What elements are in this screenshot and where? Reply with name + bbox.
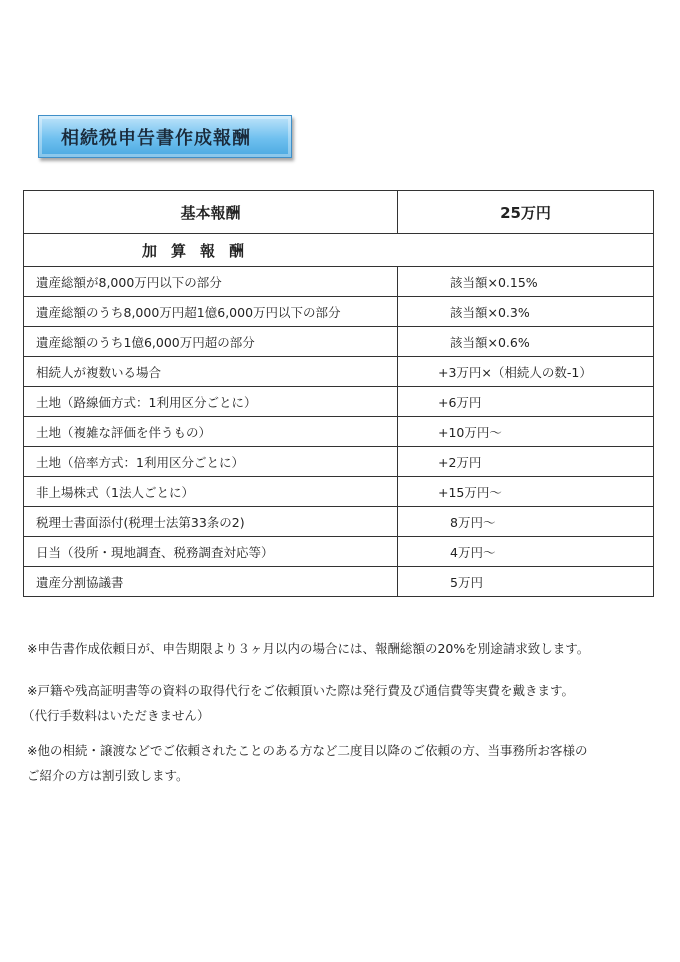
table-row bbox=[24, 267, 654, 297]
table-row bbox=[24, 357, 654, 387]
note-discount-cont: ご紹介の方は割引致します。 bbox=[27, 768, 189, 783]
basic-fee-value: 25万円 bbox=[398, 191, 654, 234]
basic-fee-label: 基本報酬 bbox=[24, 191, 398, 234]
addition-header-row bbox=[24, 234, 654, 267]
fee-item-label: 日当（役所・現地調査、税務調査対応等） bbox=[24, 537, 398, 567]
note-surcharge: ※申告書作成依頼日が、申告期限より３ヶ月以内の場合には、報酬総額の20%を別途請求致します。 bbox=[27, 641, 590, 656]
fee-item-label: 遺産分割協議書 bbox=[24, 567, 398, 597]
fee-item-value: +3万円×（相続人の数-1） bbox=[398, 357, 654, 387]
table-row bbox=[24, 297, 654, 327]
fee-item-value: 該当額×0.3% bbox=[398, 297, 654, 327]
fee-item-value: 5万円 bbox=[398, 567, 654, 597]
table-row bbox=[24, 537, 654, 567]
basic-fee-row bbox=[24, 191, 654, 234]
table-row bbox=[24, 507, 654, 537]
table-row bbox=[24, 387, 654, 417]
fee-item-label: 遺産総額のうち8,000万円超1億6,000万円以下の部分 bbox=[24, 297, 398, 327]
table-row bbox=[24, 327, 654, 357]
fee-item-value: 該当額×0.6% bbox=[398, 327, 654, 357]
fee-item-value: +10万円～ bbox=[398, 417, 654, 447]
fee-item-label: 土地（倍率方式：1利用区分ごとに） bbox=[24, 447, 398, 477]
fee-item-value: +2万円 bbox=[398, 447, 654, 477]
note-discount: ※他の相続・譲渡などでご依頼されたことのある方など二度目以降のご依頼の方、当事務所お客様の bbox=[27, 743, 588, 758]
fee-item-label: 非上場株式（1法人ごとに） bbox=[24, 477, 398, 507]
table-row bbox=[24, 417, 654, 447]
fee-item-value: 該当額×0.15% bbox=[398, 267, 654, 297]
fee-table bbox=[23, 190, 654, 597]
table-row bbox=[24, 477, 654, 507]
fee-item-value: 4万円～ bbox=[398, 537, 654, 567]
fee-item-label: 遺産総額が8,000万円以下の部分 bbox=[24, 267, 398, 297]
fee-item-label: 遺産総額のうち1億6,000万円超の部分 bbox=[24, 327, 398, 357]
fee-item-value: 8万円～ bbox=[398, 507, 654, 537]
table-row bbox=[24, 447, 654, 477]
addition-header: 加算報酬 bbox=[24, 234, 654, 267]
fee-item-value: +15万円～ bbox=[398, 477, 654, 507]
fee-item-label: 相続人が複数いる場合 bbox=[24, 357, 398, 387]
fee-item-value: +6万円 bbox=[398, 387, 654, 417]
note-document-fees-sub: （代行手数料はいただきません） bbox=[22, 708, 210, 723]
fee-item-label: 土地（路線価方式：1利用区分ごとに） bbox=[24, 387, 398, 417]
table-row bbox=[24, 567, 654, 597]
fee-item-label: 土地（複雑な評価を伴うもの） bbox=[24, 417, 398, 447]
note-document-fees: ※戸籍や残高証明書等の資料の取得代行をご依頼頂いた際は発行費及び通信費等実費を戴きます。 bbox=[27, 683, 574, 698]
page-title: 相続税申告書作成報酬 bbox=[38, 115, 292, 158]
fee-item-label: 税理士書面添付(税理士法第33条の2) bbox=[24, 507, 398, 537]
